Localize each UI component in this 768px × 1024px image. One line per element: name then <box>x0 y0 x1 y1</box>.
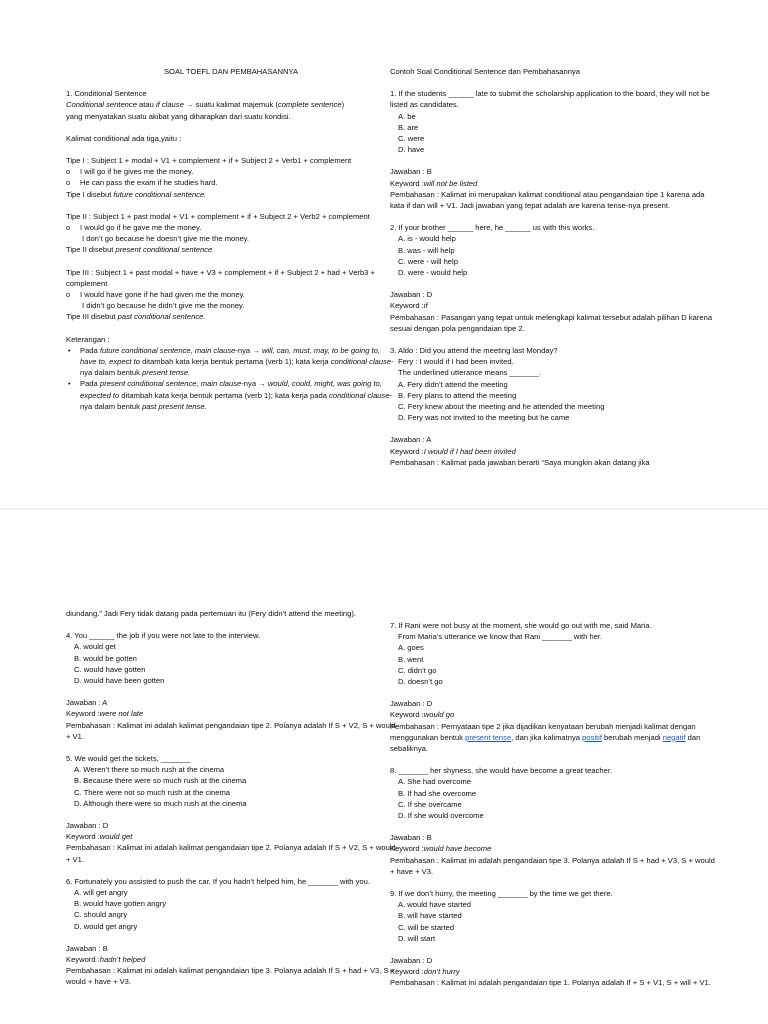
keyword: Keyword :hadn’t helped <box>66 955 146 965</box>
option: C. didn’t go <box>398 665 437 675</box>
option: A. will get angry <box>74 888 128 898</box>
explanation: Pembahasan : Kalimat pada jawaban berarti “Saya mungkin akan datang jika <box>390 457 650 467</box>
keyword: Keyword :were not late <box>66 709 144 719</box>
link-negatif[interactable]: negatif <box>662 732 686 742</box>
answer: Jawaban : D <box>390 699 433 709</box>
types-intro: Kalimat conditional ada tiga,yaitu : <box>66 133 182 143</box>
option: D. have <box>398 145 425 155</box>
option: A. Weren’t there so much rush at the cinema <box>74 765 225 775</box>
answer: Jawaban : D <box>390 290 433 300</box>
intro-text: Conditional sentence atau if clause → suatu kalimat majemuk (complete sentence) <box>66 100 345 110</box>
answer: Jawaban : D <box>66 821 109 831</box>
keyword: Keyword :would have become <box>390 844 492 854</box>
explanation: Pembahasan : Kalimat ini adalah pengandaian tipe 3. Polanya adalah If S + had + V3, S + would + have + V3. <box>390 855 715 876</box>
page-2 <box>0 512 768 1020</box>
type3-example: o I would have gone if he had given me the money. <box>66 289 396 300</box>
question-4: 4. You ______ the job if you were not late to the interview. <box>66 631 261 641</box>
type2-formula: Tipe II : Subject 1 + past modal + V1 + complement + if + Subject 2 + Verb2 + complement <box>66 211 370 221</box>
option: A. would have started <box>398 900 472 910</box>
keyword: Keyword :don’t hurry <box>390 967 460 977</box>
question-line: From Maria’s utterance we know that Rani _______ with her. <box>398 632 603 642</box>
explanation: Pembahasan : Kalimat ini adalah kalimat pengandaian tipe 3. Polanya adalah If S + had + V3, S + would + have + V3. <box>66 966 396 987</box>
page1-left-column <box>66 66 396 412</box>
option: A. She had overcome <box>398 777 472 787</box>
note-item: • Pada present conditional sentence, main clause-nya → would, could, might, was going to, expected to ditambah kata kerja bentuk pertama (verb 1); kata kerja pada conditional clause-nya dalam bentuk past present tense. <box>66 378 396 412</box>
explanation: Pembahasan : Kalimat ini adalah pengandaian tipe 1. Polanya adalah If + S + V1, S + will + V1. <box>390 978 711 988</box>
question-line: The underlined utterance means _______. <box>398 368 542 378</box>
page2-right-column <box>390 620 720 989</box>
option: D. will start <box>398 933 436 943</box>
type3-formula: Tipe III : Subject 1 + past modal + have + V3 + complement + if + Subject 2 + had + Verb3 + complement <box>66 267 375 288</box>
type1-example: o I will go if he gives me the money. <box>66 166 396 177</box>
option: B. went <box>398 654 424 664</box>
option: C. Fery knew about the meeting and he attended the meeting <box>398 402 605 412</box>
question-line: Fery : I would if I had been invited. <box>398 357 514 367</box>
option: D. would get angry <box>74 921 138 931</box>
type2-example: o I would go if he gave me the money. <box>66 222 396 233</box>
explanation: Pembahasan : Kalimat ini adalah kalimat pengandaian tipe 2. Polanya adalah If S + V2, S + would + V1. <box>66 720 396 741</box>
examples-title: Contoh Soal Conditional Sentence dan Pembahasannya <box>390 67 580 76</box>
page-divider <box>0 508 768 510</box>
page-1 <box>0 0 768 508</box>
type2-example: I don’t go because he doesn’t give me the money. <box>82 234 250 244</box>
explanation: Pembahasan : Pasangan yang tepat untuk melengkapi kalimat tersebut adalah pilihan D karena sesuai dengan pola pengandaian tipe 2. <box>390 312 713 333</box>
page1-right-column <box>390 66 720 468</box>
keyword: Keyword :I would if I had been invited <box>390 446 516 456</box>
question-5: 5. We would get the tickets, _______ <box>66 754 191 764</box>
link-present-tense[interactable]: present tense <box>465 732 512 742</box>
option: B. would be gotten <box>74 653 137 663</box>
option: B. Fery plans to attend the meeting <box>398 390 517 400</box>
option: D. were - would help <box>398 268 468 278</box>
option: B. was - will help <box>398 245 455 255</box>
question-9: 9. If we don’t hurry, the meeting _______ by the time we get there. <box>390 889 613 899</box>
option: D. If she would overcome <box>398 811 484 821</box>
option: C. were <box>398 134 425 144</box>
explanation: Pembahasan : Kalimat ini adalah kalimat pengandaian tipe 2. Polanya adalah If S + V2, S + would + V1. <box>66 843 396 864</box>
option: C. would have gotten <box>74 664 146 674</box>
question-2: 2. If your brother ______ here, he ______ us with this works. <box>390 223 595 233</box>
type1-note: Tipe I disebut future conditional sentence. <box>66 189 207 199</box>
option: A. would get <box>74 642 116 652</box>
option: B. If had she overcome <box>398 788 477 798</box>
question-7: 7. If Rani were not busy at the moment, she would go out with me, said Maria. <box>390 621 652 630</box>
notes-heading: Keterangan : <box>66 334 110 344</box>
continuation-text: diundang.” Jadi Fery tidak datang pada pertemuan itu (Fery didn’t attend the meeting). <box>66 609 357 618</box>
option: A. goes <box>398 643 424 653</box>
explanation: Pembahasan : Kalimat ini merupakan kalimat conditional atau pengandaian tipe 1 karena ada kata if dan will + V1. Jadi jawaban yang tepat adalah are karena tense-nya present. <box>390 189 705 211</box>
option: C. There were not so much rush at the cinema <box>74 787 231 797</box>
option: B. Because there were so much rush at the cinema <box>74 776 247 786</box>
section-heading: 1. Conditional Sentence <box>66 89 147 99</box>
option: B. are <box>398 122 419 132</box>
option: C. will be started <box>398 922 455 932</box>
type1-formula: Tipe I : Subject 1 + modal + V1 + complement + if + Subject 2 + Verb1 + complement <box>66 156 352 166</box>
keyword: Keyword :would go <box>390 710 455 720</box>
explanation: Pembahasan : Pernyataan tipe 2 jika dijadikan kenyataan berubah menjadi kalimat dengan menggunakan bentuk present tense, dan jika kalimatnya positif berubah menjadi negatif dan sebaliknya. <box>390 721 701 754</box>
option: A. Fery didn’t attend the meeting <box>398 379 508 389</box>
option: D. would have been gotten <box>74 676 165 686</box>
option: A. is - would help <box>398 234 456 244</box>
type2-note: Tipe II disebut present conditional sentence. <box>66 245 215 255</box>
question-3: 3. Aldo : Did you attend the meeting last Monday? <box>390 346 558 356</box>
option: D. Although there were so much rush at the cinema <box>74 798 247 808</box>
keyword: Keyword :would get <box>66 832 133 842</box>
question-1: 1. If the students ______ late to submit the scholarship application to the board, they will not be listed as candidates. <box>390 89 710 110</box>
option: A. be <box>398 111 416 121</box>
answer: Jawaban : B <box>390 167 432 177</box>
page2-left-column <box>66 608 396 988</box>
option: B. will have started <box>398 911 462 921</box>
answer: Jawaban : D <box>390 956 433 966</box>
document-title: SOAL TOEFL DAN PEMBAHASANNYA <box>163 67 299 76</box>
type1-example: o He can pass the exam if he studies hard. <box>66 177 396 188</box>
keyword: Keyword :will not be listed <box>390 178 478 188</box>
option: C. should angry <box>74 910 128 920</box>
option: C. were - will help <box>398 256 458 266</box>
link-positif[interactable]: positif <box>582 732 602 742</box>
note-item: • Pada future conditional sentence, main clause-nya → will, can, must, may, to be going to, have to, expect to ditambah kata kerja bentuk pertama (verb 1); kata kerja conditional clause-nya dalam bentuk present tense. <box>66 345 396 379</box>
intro-text-line2: yang menyatakan suatu akibat yang diharapkan dari suatu kondisi. <box>66 111 291 121</box>
answer: Jawaban : B <box>390 833 432 843</box>
option: B. would have gotten angry <box>74 899 167 909</box>
keyword: Keyword :if <box>390 301 428 311</box>
question-8: 8. _______ her shyness, she would have become a great teacher. <box>390 766 613 776</box>
answer: Jawaban : A <box>390 435 432 445</box>
type3-note: Tipe III disebut past conditional sentence. <box>66 312 206 322</box>
question-6: 6. Fortunately you assisted to push the car. If you hadn’t helped him, he _______ with you. <box>66 876 370 886</box>
option: D. doesn’t go <box>398 677 443 687</box>
answer: Jawaban : B <box>66 943 108 953</box>
type3-example: I didn’t go because he didn’t give me the money. <box>82 301 245 311</box>
option: D. Fery was not invited to the meeting but he came <box>398 413 570 423</box>
answer: Jawaban : A <box>66 698 108 708</box>
option: C. If she overcame <box>398 799 462 809</box>
